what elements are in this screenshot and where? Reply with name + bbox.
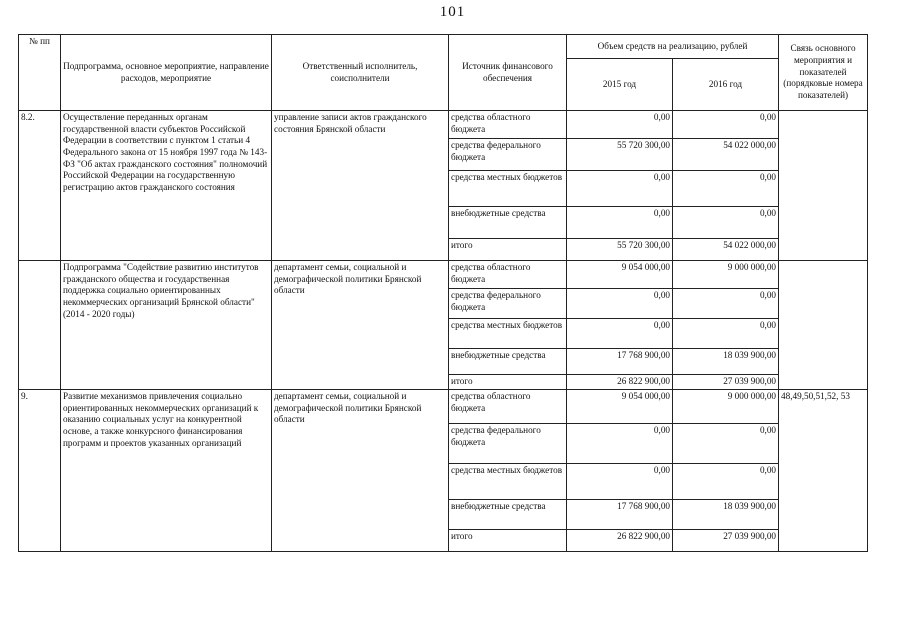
amount-2015: 0,00: [567, 207, 673, 239]
funding-source: итого: [449, 530, 567, 552]
amount-2015: 0,00: [567, 111, 673, 139]
funding-source: средства федерального бюджета: [449, 424, 567, 464]
funding-source: внебюджетные средства: [449, 207, 567, 239]
funding-source: средства областного бюджета: [449, 390, 567, 424]
amount-2015: 55 720 300,00: [567, 139, 673, 171]
program-description: Подпрограмма "Содействие развитию институтов гражданского общества и государственная поддержка социально ориентированных некоммерческих организаций Брянской области" (2014 - 2020 годы): [61, 261, 272, 390]
amount-2015: 26 822 900,00: [567, 530, 673, 552]
amount-2016: 27 039 900,00: [673, 530, 779, 552]
amount-2015: 0,00: [567, 171, 673, 207]
table-row: [19, 111, 868, 139]
program-description: Развитие механизмов привлечения социально ориентированных некоммерческих организаций к оказанию социальных услуг на конкурентной основе, а также конкурсного финансирования программ и проектов указанных организаций: [61, 390, 272, 552]
funding-source: средства местных бюджетов: [449, 464, 567, 500]
amount-2016: 0,00: [673, 319, 779, 349]
amount-2016: 18 039 900,00: [673, 500, 779, 530]
funding-source: средства федерального бюджета: [449, 139, 567, 171]
responsible-executor: департамент семьи, социальной и демографической политики Брянской области: [272, 390, 449, 552]
header-source: Источник финансового обеспечения: [449, 35, 567, 111]
funding-source: внебюджетные средства: [449, 500, 567, 530]
amount-2015: 9 054 000,00: [567, 261, 673, 289]
amount-2016: 54 022 000,00: [673, 139, 779, 171]
header-program: Подпрограмма, основное мероприятие, направление расходов, мероприятие: [61, 35, 272, 111]
row-number: [19, 261, 61, 390]
indicator-link: [779, 261, 868, 390]
amount-2015: 0,00: [567, 464, 673, 500]
funding-source: итого: [449, 239, 567, 261]
amount-2015: 0,00: [567, 424, 673, 464]
funding-source: средства областного бюджета: [449, 261, 567, 289]
amount-2016: 18 039 900,00: [673, 349, 779, 375]
amount-2015: 55 720 300,00: [567, 239, 673, 261]
indicator-link: [779, 111, 868, 261]
funding-source: итого: [449, 375, 567, 390]
header-year-2016: 2016 год: [673, 59, 779, 111]
amount-2016: 9 000 000,00: [673, 390, 779, 424]
header-volume: Объем средств на реализацию, рублей: [567, 35, 779, 59]
amount-2016: 9 000 000,00: [673, 261, 779, 289]
table-row: [19, 390, 868, 424]
header-num: № пп: [19, 35, 61, 111]
amount-2016: 0,00: [673, 171, 779, 207]
row-number: 8.2.: [19, 111, 61, 261]
amount-2016: 0,00: [673, 289, 779, 319]
amount-2015: 26 822 900,00: [567, 375, 673, 390]
program-description: Осуществление переданных органам государственной власти субъектов Российской Федерации в соответствии с пунктом 1 статьи 4 Федерального закона от 15 ноября 1997 года № 143-ФЗ "Об актах гражданского состояния" полномочий Российской Федерации на государственную регистрацию актов гражданского состояния: [61, 111, 272, 261]
amount-2016: 0,00: [673, 464, 779, 500]
indicator-link: 48,49,50,51,52, 53: [779, 390, 868, 552]
amount-2016: 54 022 000,00: [673, 239, 779, 261]
amount-2015: 17 768 900,00: [567, 500, 673, 530]
responsible-executor: департамент семьи, социальной и демографической политики Брянской области: [272, 261, 449, 390]
amount-2015: 9 054 000,00: [567, 390, 673, 424]
funding-source: средства местных бюджетов: [449, 171, 567, 207]
amount-2016: 27 039 900,00: [673, 375, 779, 390]
page-number: 101: [439, 4, 466, 20]
amount-2016: 0,00: [673, 207, 779, 239]
funding-source: внебюджетные средства: [449, 349, 567, 375]
amount-2015: 17 768 900,00: [567, 349, 673, 375]
table-body: [19, 111, 868, 552]
header-year-2015: 2015 год: [567, 59, 673, 111]
responsible-executor: управление записи актов гражданского состояния Брянской области: [272, 111, 449, 261]
row-number: 9.: [19, 390, 61, 552]
amount-2016: 0,00: [673, 111, 779, 139]
table-header: [19, 35, 868, 111]
funding-source: средства областного бюджета: [449, 111, 567, 139]
amount-2016: 0,00: [673, 424, 779, 464]
table-row: [19, 261, 868, 289]
funding-source: средства федерального бюджета: [449, 289, 567, 319]
header-link: Связь основного мероприятия и показателей (порядковые номера показателей): [779, 35, 868, 111]
amount-2015: 0,00: [567, 319, 673, 349]
header-executor: Ответственный исполнитель, соисполнители: [272, 35, 449, 111]
amount-2015: 0,00: [567, 289, 673, 319]
funding-source: средства местных бюджетов: [449, 319, 567, 349]
financing-table: [18, 34, 868, 552]
